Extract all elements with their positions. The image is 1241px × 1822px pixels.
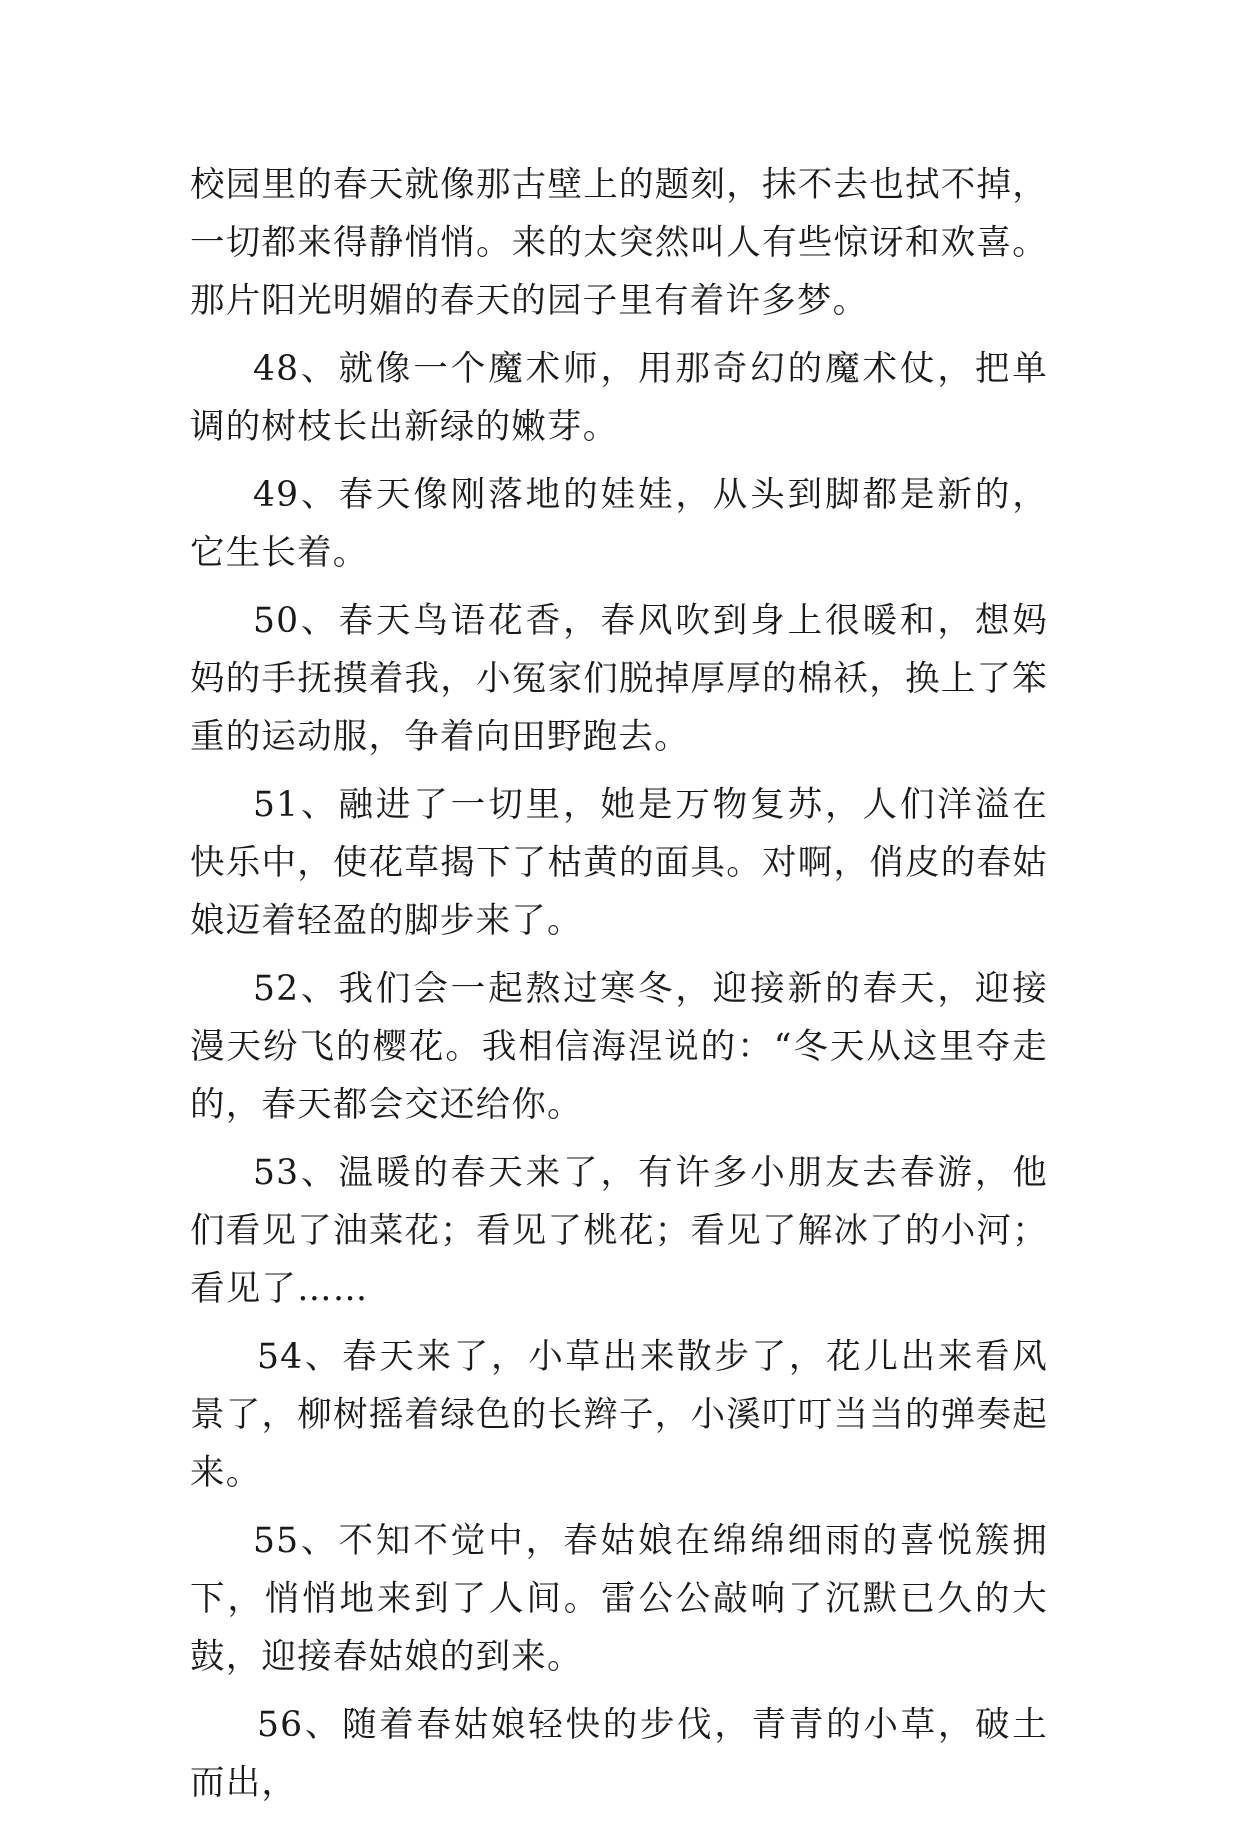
paragraph-51: 51、融进了一切里，她是万物复苏，人们洋溢在快乐中，使花草揭下了枯黄的面具。对啊，俏皮的春姑娘迈着轻盈的脚步来了。 (190, 785, 1048, 941)
paragraph-48: 48、就像一个魔术师，用那奇幻的魔术仗，把单调的树枝长出新绿的嫩芽。 (190, 349, 1048, 447)
document-body (190, 156, 1048, 1822)
paragraph-55: 55、不知不觉中，春姑娘在绵绵细雨的喜悦簇拥下，悄悄地来到了人间。雷公公敲响了沉默已久的大鼓，迎接春姑娘的到来。 (190, 1521, 1048, 1677)
paragraph-53: 53、温暖的春天来了，有许多小朋友去春游，他们看见了油菜花；看见了桃花；看见了解冰了的小河；看见了…… (190, 1153, 1048, 1309)
paragraph-54: 54、春天来了，小草出来散步了，花儿出来看风景了，柳树摇着绿色的长辫子，小溪叮叮当当的弹奏起来。 (190, 1337, 1048, 1493)
paragraph-56: 56、随着春姑娘轻快的步伐，青青的小草，破土而出， (190, 1705, 1048, 1803)
paragraph-50: 50、春天鸟语花香，春风吹到身上很暖和，想妈妈的手抚摸着我，小冤家们脱掉厚厚的棉袄，换上了笨重的运动服，争着向田野跑去。 (190, 601, 1048, 757)
paragraph-continued: 校园里的春天就像那古壁上的题刻，抹不去也拭不掉，一切都来得静悄悄。来的太突然叫人有些惊讶和欢喜。那片阳光明媚的春天的园子里有着许多梦。 (190, 165, 1048, 321)
paragraph-49: 49、春天像刚落地的娃娃，从头到脚都是新的，它生长着。 (190, 475, 1048, 573)
paragraph-52: 52、我们会一起熬过寒冬，迎接新的春天，迎接漫天纷飞的樱花。我相信海涅说的：“冬天从这里夺走的，春天都会交还给你。 (190, 969, 1048, 1125)
